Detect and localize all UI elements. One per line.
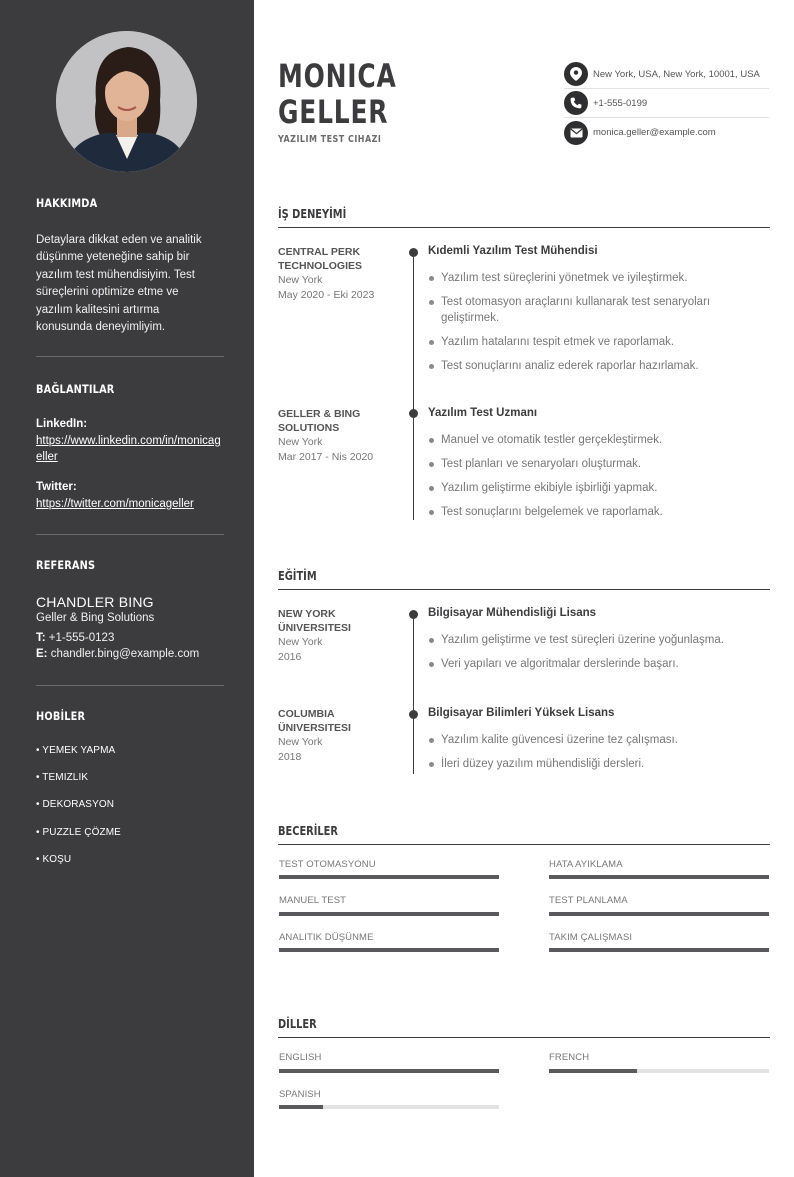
- job-bullet: Yazılım test süreçlerini yönetmek ve iyileştirmek.: [428, 270, 738, 286]
- languages-heading: DİLLER: [278, 1017, 317, 1031]
- timeline-dot: [409, 409, 418, 418]
- reference-phone: [36, 632, 114, 644]
- job-bullet: Test sonuçlarını analiz ederek raporlar hazırlamak.: [428, 358, 738, 374]
- skill-label: TAKIM ÇALIŞMASI: [549, 932, 633, 943]
- skill-label: TEST OTOMASYONU: [279, 859, 376, 870]
- skill-bar: [549, 912, 769, 916]
- skill-bar-fill: [279, 875, 499, 879]
- linkedin-link[interactable]: https://www.linkedin.com/in/monicageller: [36, 435, 221, 463]
- about-heading: HAKKIMDA: [36, 196, 98, 210]
- reference-heading: REFERANS: [36, 558, 96, 572]
- job-role: Kıdemli Yazılım Test Mühendisi: [428, 245, 598, 257]
- skill-bar-fill: [279, 912, 499, 916]
- company-location: New York: [278, 274, 323, 286]
- skill-label: TEST PLANLAMA: [549, 895, 628, 906]
- language-bar: [279, 1105, 499, 1109]
- education-heading: EĞİTİM: [278, 569, 317, 583]
- school-location: New York: [278, 736, 323, 748]
- graduation-year: 2016: [278, 651, 302, 663]
- hobbies-heading: HOBİLER: [36, 709, 86, 723]
- job-bullet: Yazılım geliştirme ekibiyle işbirliği yapmak.: [428, 480, 738, 496]
- contact-email: [564, 118, 769, 147]
- language-bar-fill: [279, 1069, 499, 1073]
- linkedin-label: LinkedIn:: [36, 418, 88, 430]
- hobby-item: • DEKORASYON: [36, 799, 115, 810]
- contact-email-text: monica.geller@example.com: [593, 127, 716, 138]
- education-bullet: Yazılım kalite güvencesi üzerine tez çalışması.: [428, 732, 738, 748]
- graduation-year: 2018: [278, 751, 302, 763]
- job-role: Yazılım Test Uzmanı: [428, 407, 538, 419]
- timeline-dot: [409, 248, 418, 257]
- company-location: New York: [278, 436, 323, 448]
- reference-name: CHANDLER BING: [36, 594, 154, 610]
- job-dates: Mar 2017 - Nis 2020: [278, 451, 374, 463]
- hobby-item: • YEMEK YAPMA: [36, 745, 116, 756]
- contact-address-text: New York, USA, New York, 10001, USA: [593, 68, 760, 80]
- skill-bar: [279, 875, 499, 879]
- skill-bar: [279, 912, 499, 916]
- links-heading: BAĞLANTILAR: [36, 382, 115, 396]
- skill-bar-fill: [549, 948, 769, 952]
- section-rule: [278, 227, 770, 228]
- twitter-link[interactable]: https://twitter.com/monicageller: [36, 498, 194, 510]
- education-bullet: Yazılım geliştirme ve test süreçleri üzerine yoğunlaşma.: [428, 632, 758, 648]
- reference-phone-value: +1-555-0123: [48, 632, 115, 644]
- divider: [36, 356, 224, 357]
- reference-company: Geller & Bing Solutions: [36, 612, 155, 624]
- job-dates: May 2020 - Eki 2023: [278, 289, 375, 301]
- hobby-item: • TEMIZLIK: [36, 772, 89, 783]
- language-bar: [279, 1069, 499, 1073]
- company-name: CENTRAL PERK TECHNOLOGIES: [278, 246, 363, 272]
- job-title: YAZILIM TEST CIHAZI: [278, 134, 382, 145]
- education-timeline: [413, 614, 414, 774]
- section-rule: [278, 589, 770, 590]
- skill-bar: [549, 948, 769, 952]
- full-name: [278, 58, 397, 130]
- hobby-item: • KOŞU: [36, 854, 72, 865]
- sidebar: [0, 0, 254, 1177]
- skill-bar: [279, 948, 499, 952]
- skill-label: MANUEL TEST: [279, 895, 347, 906]
- job-bullet: Test planları ve senaryoları oluşturmak.: [428, 456, 738, 472]
- experience-timeline: [413, 252, 414, 520]
- experience-heading: İŞ DENEYİMİ: [278, 207, 347, 221]
- education-bullet: İleri düzey yazılım mühendisliği dersleri.: [428, 756, 738, 772]
- job-bullet: Yazılım hatalarını tespit etmek ve raporlamak.: [428, 334, 738, 350]
- school-name: COLUMBIA ÜNIVERSITESI: [278, 708, 351, 734]
- first-name: MONICA: [278, 57, 397, 95]
- location-pin-icon: [564, 62, 588, 86]
- skill-bar-fill: [549, 912, 769, 916]
- job-bullet: Test otomasyon araçlarını kullanarak test senaryoları geliştirmek.: [428, 294, 728, 326]
- degree-name: Bilgisayar Mühendisliği Lisans: [428, 607, 597, 619]
- language-label: FRENCH: [549, 1052, 590, 1063]
- skills-heading: BECERİLER: [278, 824, 338, 838]
- company-name: GELLER & BING SOLUTIONS: [278, 408, 361, 434]
- contact-address: [564, 60, 769, 89]
- language-bar-fill: [279, 1105, 323, 1109]
- contact-phone-text: +1-555-0199: [593, 97, 648, 109]
- skill-bar: [549, 875, 769, 879]
- profile-photo: [56, 31, 197, 172]
- section-rule: [278, 844, 770, 845]
- language-label: ENGLISH: [279, 1052, 322, 1063]
- education-bullet: Veri yapıları ve algoritmalar derslerinde başarı.: [428, 656, 738, 672]
- skill-bar-fill: [549, 875, 769, 879]
- degree-name: Bilgisayar Bilimleri Yüksek Lisans: [428, 707, 615, 719]
- twitter-label: Twitter:: [36, 481, 77, 493]
- language-label: SPANISH: [279, 1089, 321, 1100]
- job-bullet: Test sonuçlarını belgelemek ve raporlamak.: [428, 504, 738, 520]
- mail-icon: [564, 121, 588, 145]
- skill-label: ANALITIK DÜŞÜNME: [279, 932, 374, 943]
- phone-icon: [564, 91, 588, 115]
- language-bar-fill: [549, 1069, 637, 1073]
- about-text: Detaylara dikkat eden ve analitik düşünme yeteneğine sahip bir yazılım test mühendisiyim. Test süreçlerini optimize etme ve yazılım kalitesini artırma konusunda deneyimliyim.: [36, 234, 202, 334]
- language-bar: [549, 1069, 769, 1073]
- reference-email-label: E:: [36, 648, 48, 660]
- reference-email-value: chandler.bing@example.com: [50, 648, 200, 660]
- school-location: New York: [278, 636, 323, 648]
- contact-phone: [564, 89, 769, 118]
- skill-bar-fill: [279, 948, 499, 952]
- last-name: GELLER: [278, 93, 389, 131]
- section-rule: [278, 1037, 770, 1038]
- job-bullet: Manuel ve otomatik testler gerçekleştirmek.: [428, 432, 738, 448]
- skill-label: HATA AYIKLAMA: [549, 859, 623, 870]
- divider: [36, 685, 224, 686]
- reference-phone-label: T:: [36, 632, 46, 644]
- timeline-dot: [409, 710, 418, 719]
- hobby-item: • PUZZLE ÇÖZME: [36, 827, 121, 838]
- timeline-dot: [409, 610, 418, 619]
- reference-email: [36, 648, 199, 660]
- divider: [36, 534, 224, 535]
- school-name: NEW YORK ÜNIVERSITESI: [278, 608, 351, 634]
